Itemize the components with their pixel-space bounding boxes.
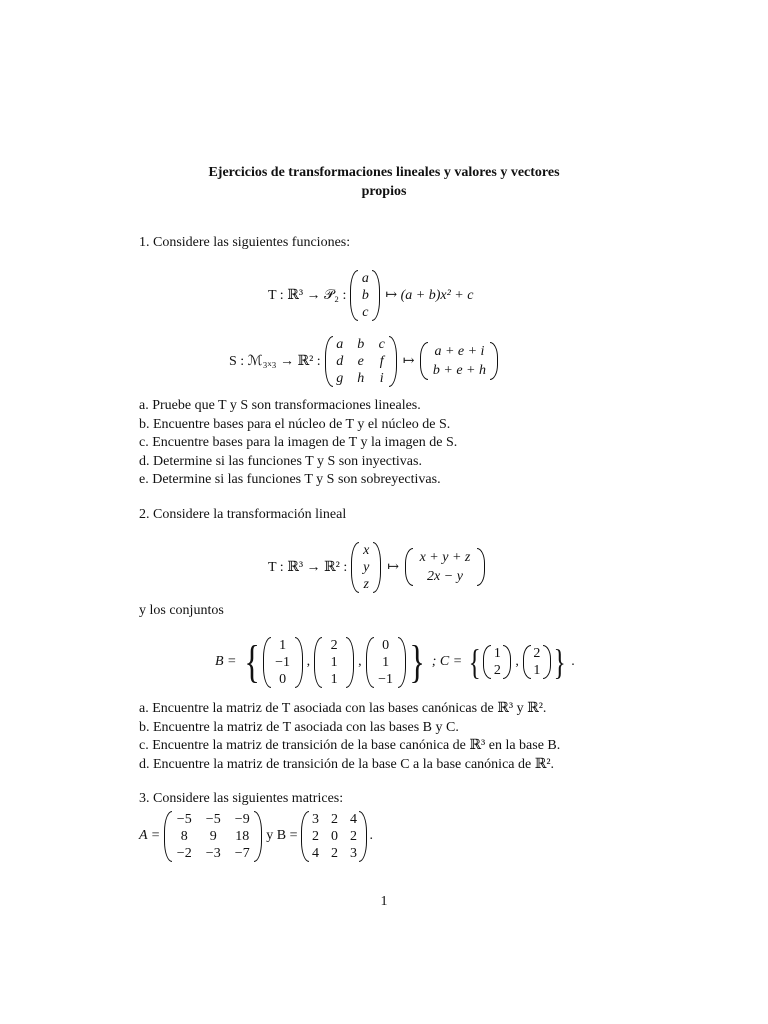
- vector-entry: 2: [533, 646, 541, 661]
- S-input-matrix: [325, 336, 397, 387]
- page-number: 1: [380, 894, 388, 909]
- vector-entry: −1: [275, 654, 291, 670]
- basis-vector: [483, 645, 511, 679]
- equation-bases: [215, 632, 575, 692]
- exercise-item: e. Determine si las funciones T y S son sobreyectivas.: [139, 472, 441, 487]
- vector-entry: 2x − y: [427, 569, 463, 584]
- matrix-entry: 9: [209, 828, 217, 844]
- equation-S-ex1: [229, 333, 498, 389]
- matrix-entry: 3: [311, 811, 319, 827]
- T2-image-vector: [405, 548, 485, 586]
- S-maps-to: ↦: [402, 353, 415, 369]
- matrix-entry: −3: [205, 845, 221, 861]
- T2-input-vector: [351, 542, 381, 593]
- matrix-B: [301, 811, 367, 862]
- S-definition: S : ℳ₃ₓ₃ → ℝ² :: [229, 353, 321, 369]
- left-brace-B: {: [243, 636, 260, 687]
- left-brace-C: {: [468, 642, 481, 682]
- exercise-3-intro: 3. Considere las siguientes matrices:: [139, 791, 344, 806]
- exercise-item: b. Encuentre bases para el núcleo de T y el núcleo de S.: [139, 416, 451, 432]
- equation-matrices: [139, 808, 373, 864]
- matrix-entry: −5: [176, 811, 192, 827]
- basis-vector: [523, 645, 551, 679]
- matrix-entry: 4: [311, 845, 319, 861]
- matrices-joiner: y B =: [266, 828, 298, 843]
- matrix-entry: 2: [349, 828, 357, 844]
- vector-entry: 1: [493, 646, 501, 661]
- vector-entry: 2: [493, 663, 501, 678]
- bases-end: .: [571, 654, 575, 669]
- exercise-item: a. Pruebe que T y S son transformaciones lineales.: [139, 398, 421, 413]
- matrix-entry: 0: [330, 828, 338, 844]
- equation-T-ex2: [268, 539, 485, 595]
- vector-separator: ,: [515, 654, 519, 669]
- vector-entry: 1: [279, 637, 287, 653]
- matrix-entry: 8: [180, 828, 188, 844]
- matrix-entry: c: [378, 336, 385, 352]
- vector-separator: ,: [358, 654, 362, 669]
- vector-entry: 1: [382, 654, 390, 670]
- T-definition: T : ℝ³ → 𝒫₂ :: [268, 287, 347, 303]
- vector-entry: 1: [330, 671, 338, 687]
- vector-entry: 1: [330, 654, 338, 670]
- matrix-entry: 2: [311, 828, 319, 844]
- matrix-entry: −5: [205, 811, 221, 827]
- matrix-entry: b: [357, 336, 365, 352]
- matrix-entry: a: [336, 336, 344, 352]
- vector-entry: 1: [533, 663, 541, 678]
- exercise-item: d. Encuentre la matriz de transición de la base C a la base canónica de ℝ².: [139, 756, 555, 772]
- T-image: ↦ (a + b)x² + c: [385, 287, 474, 303]
- A-label: A =: [139, 828, 161, 843]
- matrix-entry: d: [336, 353, 344, 369]
- exercise-item: d. Determine si las funciones T y S son inyectivas.: [139, 453, 422, 469]
- vector-entry: b: [361, 287, 369, 303]
- equation-T-ex1: [268, 267, 473, 323]
- right-brace-C: }: [553, 642, 566, 682]
- matrix-entry: i: [379, 370, 384, 386]
- vector-entry: b + e + h: [432, 363, 486, 378]
- matrix-entry: 18: [235, 828, 250, 844]
- sets-intro: y los conjuntos: [139, 603, 224, 618]
- T-input-vector: [350, 270, 380, 321]
- T2-maps-to: ↦: [387, 559, 399, 575]
- vector-entry: 0: [279, 671, 287, 687]
- matrix-entry: g: [336, 370, 344, 386]
- basis-vector: [366, 637, 406, 688]
- matrix-A: [164, 811, 262, 862]
- title-line-2: propios: [361, 184, 407, 199]
- vector-separator: ,: [306, 654, 311, 669]
- exercise-1-intro: 1. Considere las siguientes funciones:: [139, 235, 351, 250]
- vector-entry: z: [363, 576, 369, 592]
- C-label: ; C =: [431, 654, 463, 669]
- matrix-entry: −9: [234, 811, 250, 827]
- exercise-2-intro: 2. Considere la transformación lineal: [139, 507, 347, 522]
- vector-entry: c: [362, 304, 369, 320]
- B-label: B =: [215, 654, 237, 669]
- vector-entry: x: [363, 542, 370, 558]
- basis-vector: [263, 637, 303, 688]
- document-title: [0, 163, 768, 201]
- right-brace-B: }: [408, 636, 425, 687]
- matrix-entry: f: [379, 353, 384, 369]
- S-image-vector: [420, 342, 498, 380]
- matrix-entry: h: [357, 370, 365, 386]
- vector-entry: a: [361, 270, 369, 286]
- matrices-end: .: [369, 828, 373, 843]
- vector-entry: a + e + i: [434, 344, 485, 359]
- matrix-entry: 4: [349, 811, 357, 827]
- title-line-1: Ejercicios de transformaciones lineales y valores y vectores: [208, 165, 560, 180]
- vector-entry: x + y + z: [419, 550, 471, 565]
- T2-definition: T : ℝ³ → ℝ² :: [268, 559, 348, 575]
- exercise-item: b. Encuentre la matriz de T asociada con las bases B y C.: [139, 719, 459, 735]
- exercise-item: c. Encuentre bases para la imagen de T y la imagen de S.: [139, 435, 458, 450]
- vector-entry: 2: [330, 637, 338, 653]
- matrix-entry: 2: [330, 811, 338, 827]
- exercise-item: a. Encuentre la matriz de T asociada con las bases canónicas de ℝ³ y ℝ².: [139, 701, 547, 716]
- matrix-entry: e: [357, 353, 364, 369]
- basis-vector: [314, 637, 354, 688]
- matrix-entry: 2: [330, 845, 338, 861]
- matrix-entry: −2: [176, 845, 192, 861]
- vector-entry: y: [363, 559, 370, 575]
- vector-entry: 0: [382, 637, 390, 653]
- matrix-entry: −7: [234, 845, 250, 861]
- vector-entry: −1: [378, 671, 394, 687]
- exercise-item: c. Encuentre la matriz de transición de la base canónica de ℝ³ en la base B.: [139, 738, 561, 753]
- matrix-entry: 3: [349, 845, 357, 861]
